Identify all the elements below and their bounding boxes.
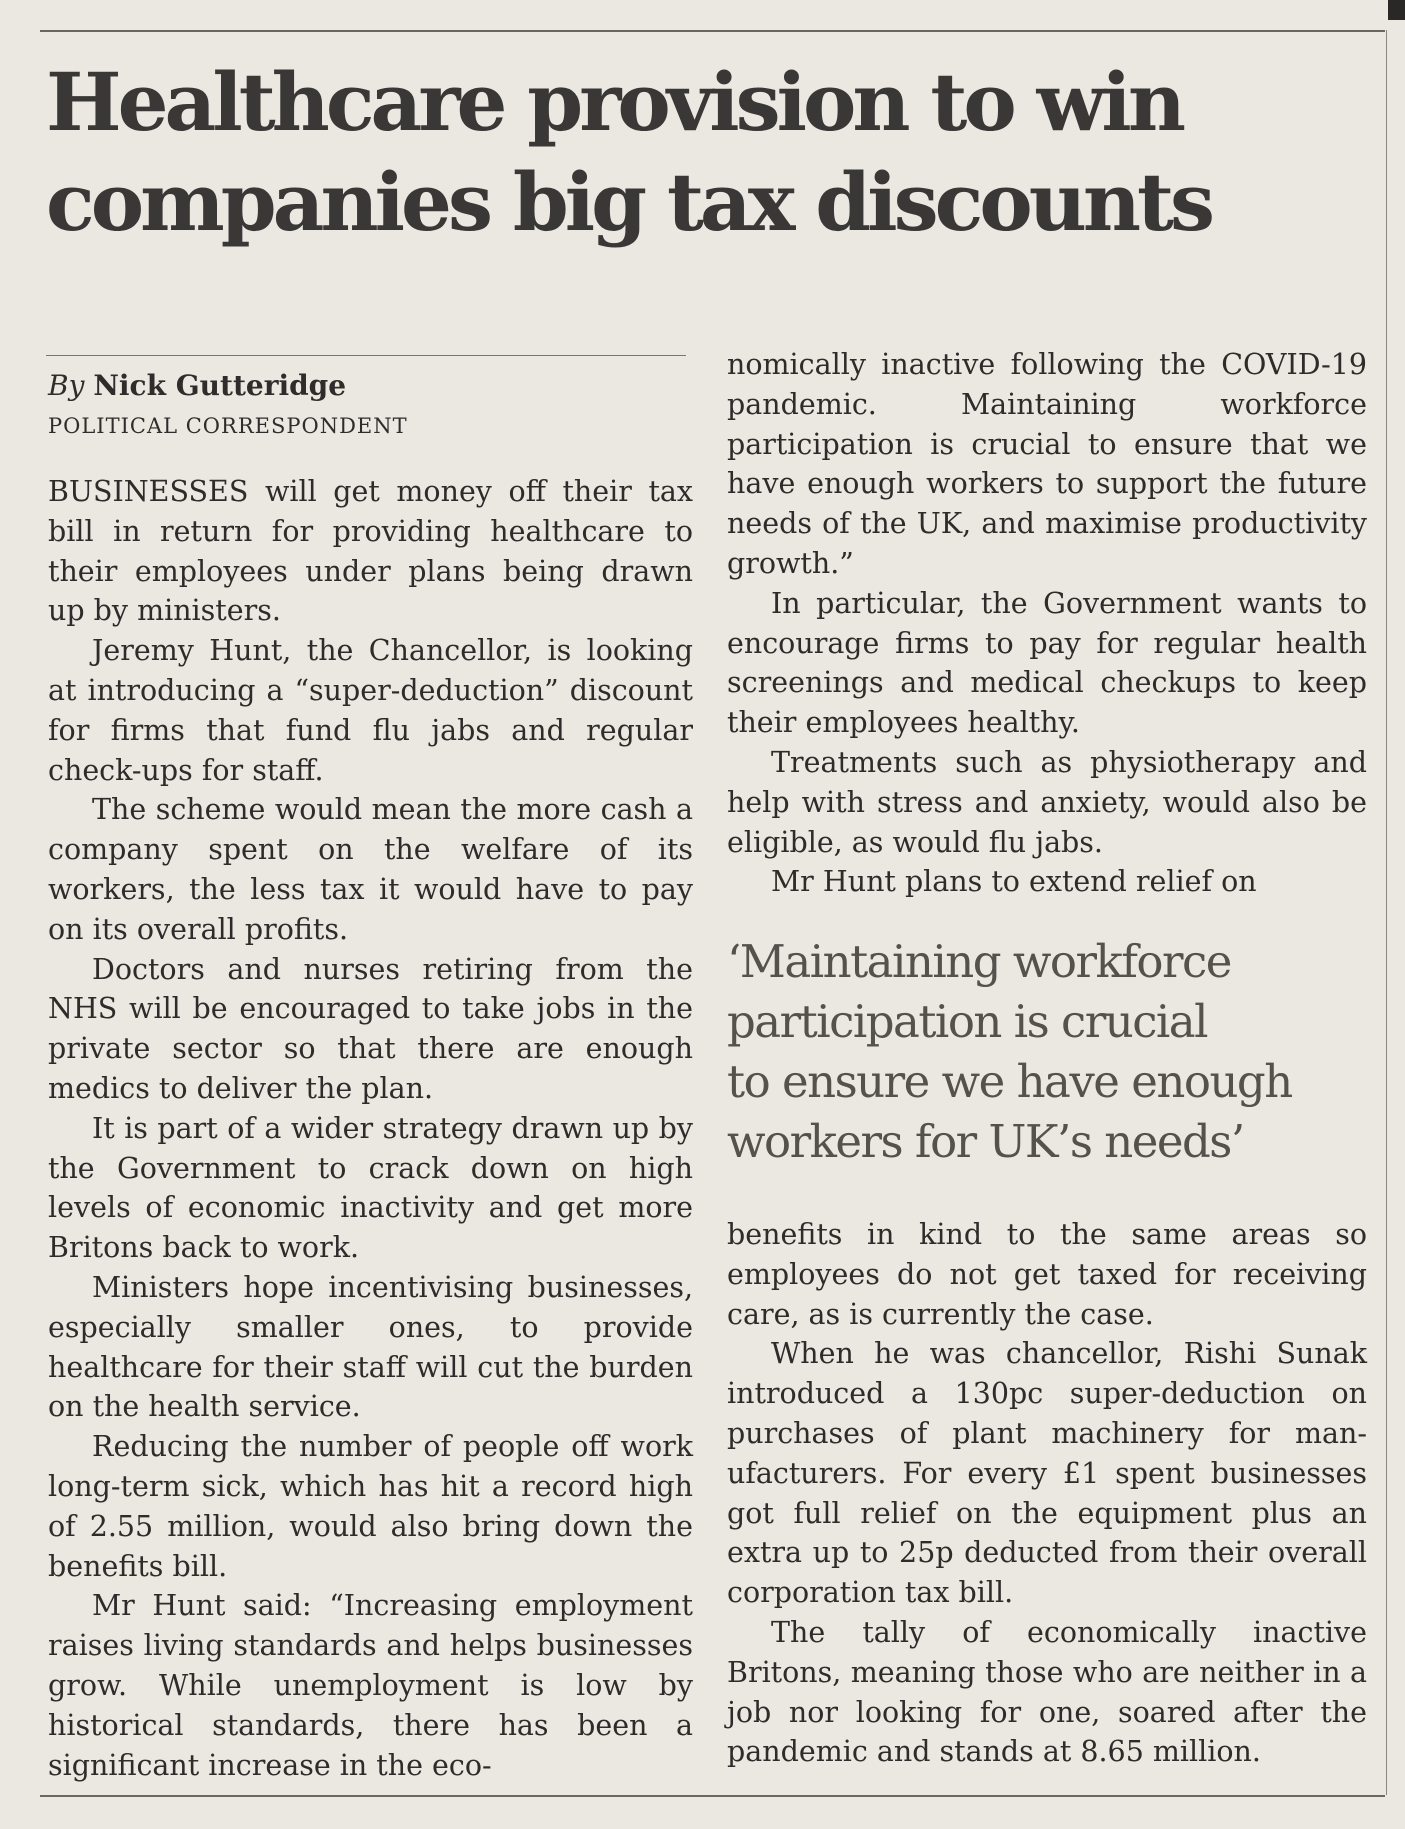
paragraph: Reducing the number of people off work long-term sick, which has hit a record high of 2.55 million, would also bring down the benefits bill.	[48, 1430, 693, 1583]
headline-line-2: companies big tax discounts	[46, 155, 1212, 249]
paragraph: Mr Hunt said: “Increasing employment raises living standards and helps businesses grow. While unemployment is low by historical standards, there has been a significant increase in the eco-	[48, 1589, 693, 1782]
pull-quote-line: participation is crucial	[727, 995, 1208, 1048]
paragraph: Jeremy Hunt, the Chancellor, is looking at introducing a “super-deduction” discount for firms that fund flu jabs and regular check-ups for staff.	[48, 634, 693, 787]
author-role: POLITICAL CORRESPONDENT	[48, 414, 408, 438]
article-column-right-bottom	[727, 1215, 1367, 1772]
bottom-rule	[40, 1795, 1385, 1797]
paragraph: The scheme would mean the more cash a company spent on the welfare of its workers, the less tax it would have to pay on its overall profits.	[48, 793, 693, 946]
paragraph: BUSINESSES will get money off their tax bill in return for providing healthcare to their employees under plans being drawn up by ministers.	[48, 475, 693, 628]
pull-quote-line: to ensure we have enough	[727, 1055, 1292, 1108]
paragraph: The tally of economically inactive Britons, meaning those who are neither in a job nor looking for one, soared after the pandemic and stands at 8.65 million.	[727, 1615, 1367, 1769]
paragraph: It is part of a wider strategy drawn up by the Government to crack down on high levels of economic inactivity and get more Britons back to work.	[48, 1111, 693, 1265]
byline-by: By	[48, 369, 85, 402]
byline-rule	[46, 355, 686, 356]
paragraph: benefits in kind to the same areas so employees do not get taxed for receiving care, as is currently the case.	[727, 1218, 1367, 1331]
right-rule	[1386, 30, 1387, 1795]
pull-quote	[727, 932, 1377, 1172]
scan-corner-mark	[1388, 0, 1405, 20]
paragraph: In particular, the Government wants to encourage firms to pay for regular health screenings and medical checkups to keep their employees healthy.	[727, 586, 1367, 740]
headline-line-1: Healthcare provision to win	[46, 55, 1182, 149]
author-name: Nick Gutteridge	[93, 369, 347, 402]
pull-quote-line: ‘Maintaining workforce	[727, 935, 1231, 988]
headline	[46, 52, 1376, 252]
byline	[48, 366, 688, 406]
paragraph: Ministers hope incentivising businesses, especially smaller ones, to provide healthcare for their staff will cut the burden on the health service.	[48, 1270, 693, 1424]
paragraph: Treatments such as physiotherapy and help with stress and anxiety, would also be eligible, as would flu jabs.	[727, 745, 1367, 859]
article-column-left	[48, 472, 693, 1785]
paragraph: Doctors and nurses retiring from the NHS will be encouraged to take jobs in the private sector so that there are enough medics to deliver the plan.	[48, 952, 693, 1105]
pull-quote-line: workers for UK’s needs’	[727, 1115, 1244, 1168]
paragraph: When he was chancellor, Rishi Sunak introduced a 130pc super-deduction on purchases of plant machinery for manufacturers. For every £1 spent businesses got full relief on the equipment plus an extra up to 25p deducted from their overall corporation tax bill.	[727, 1337, 1367, 1610]
paragraph: nomically inactive following the COVID-19 pandemic. Maintaining workforce participation is crucial to ensure that we have enough workers to support the future needs of the UK, and maximise productivity growth.”	[727, 348, 1367, 580]
article-column-right-top	[727, 345, 1367, 902]
top-rule	[40, 30, 1385, 32]
paragraph: Mr Hunt plans to extend relief on	[771, 865, 1257, 899]
